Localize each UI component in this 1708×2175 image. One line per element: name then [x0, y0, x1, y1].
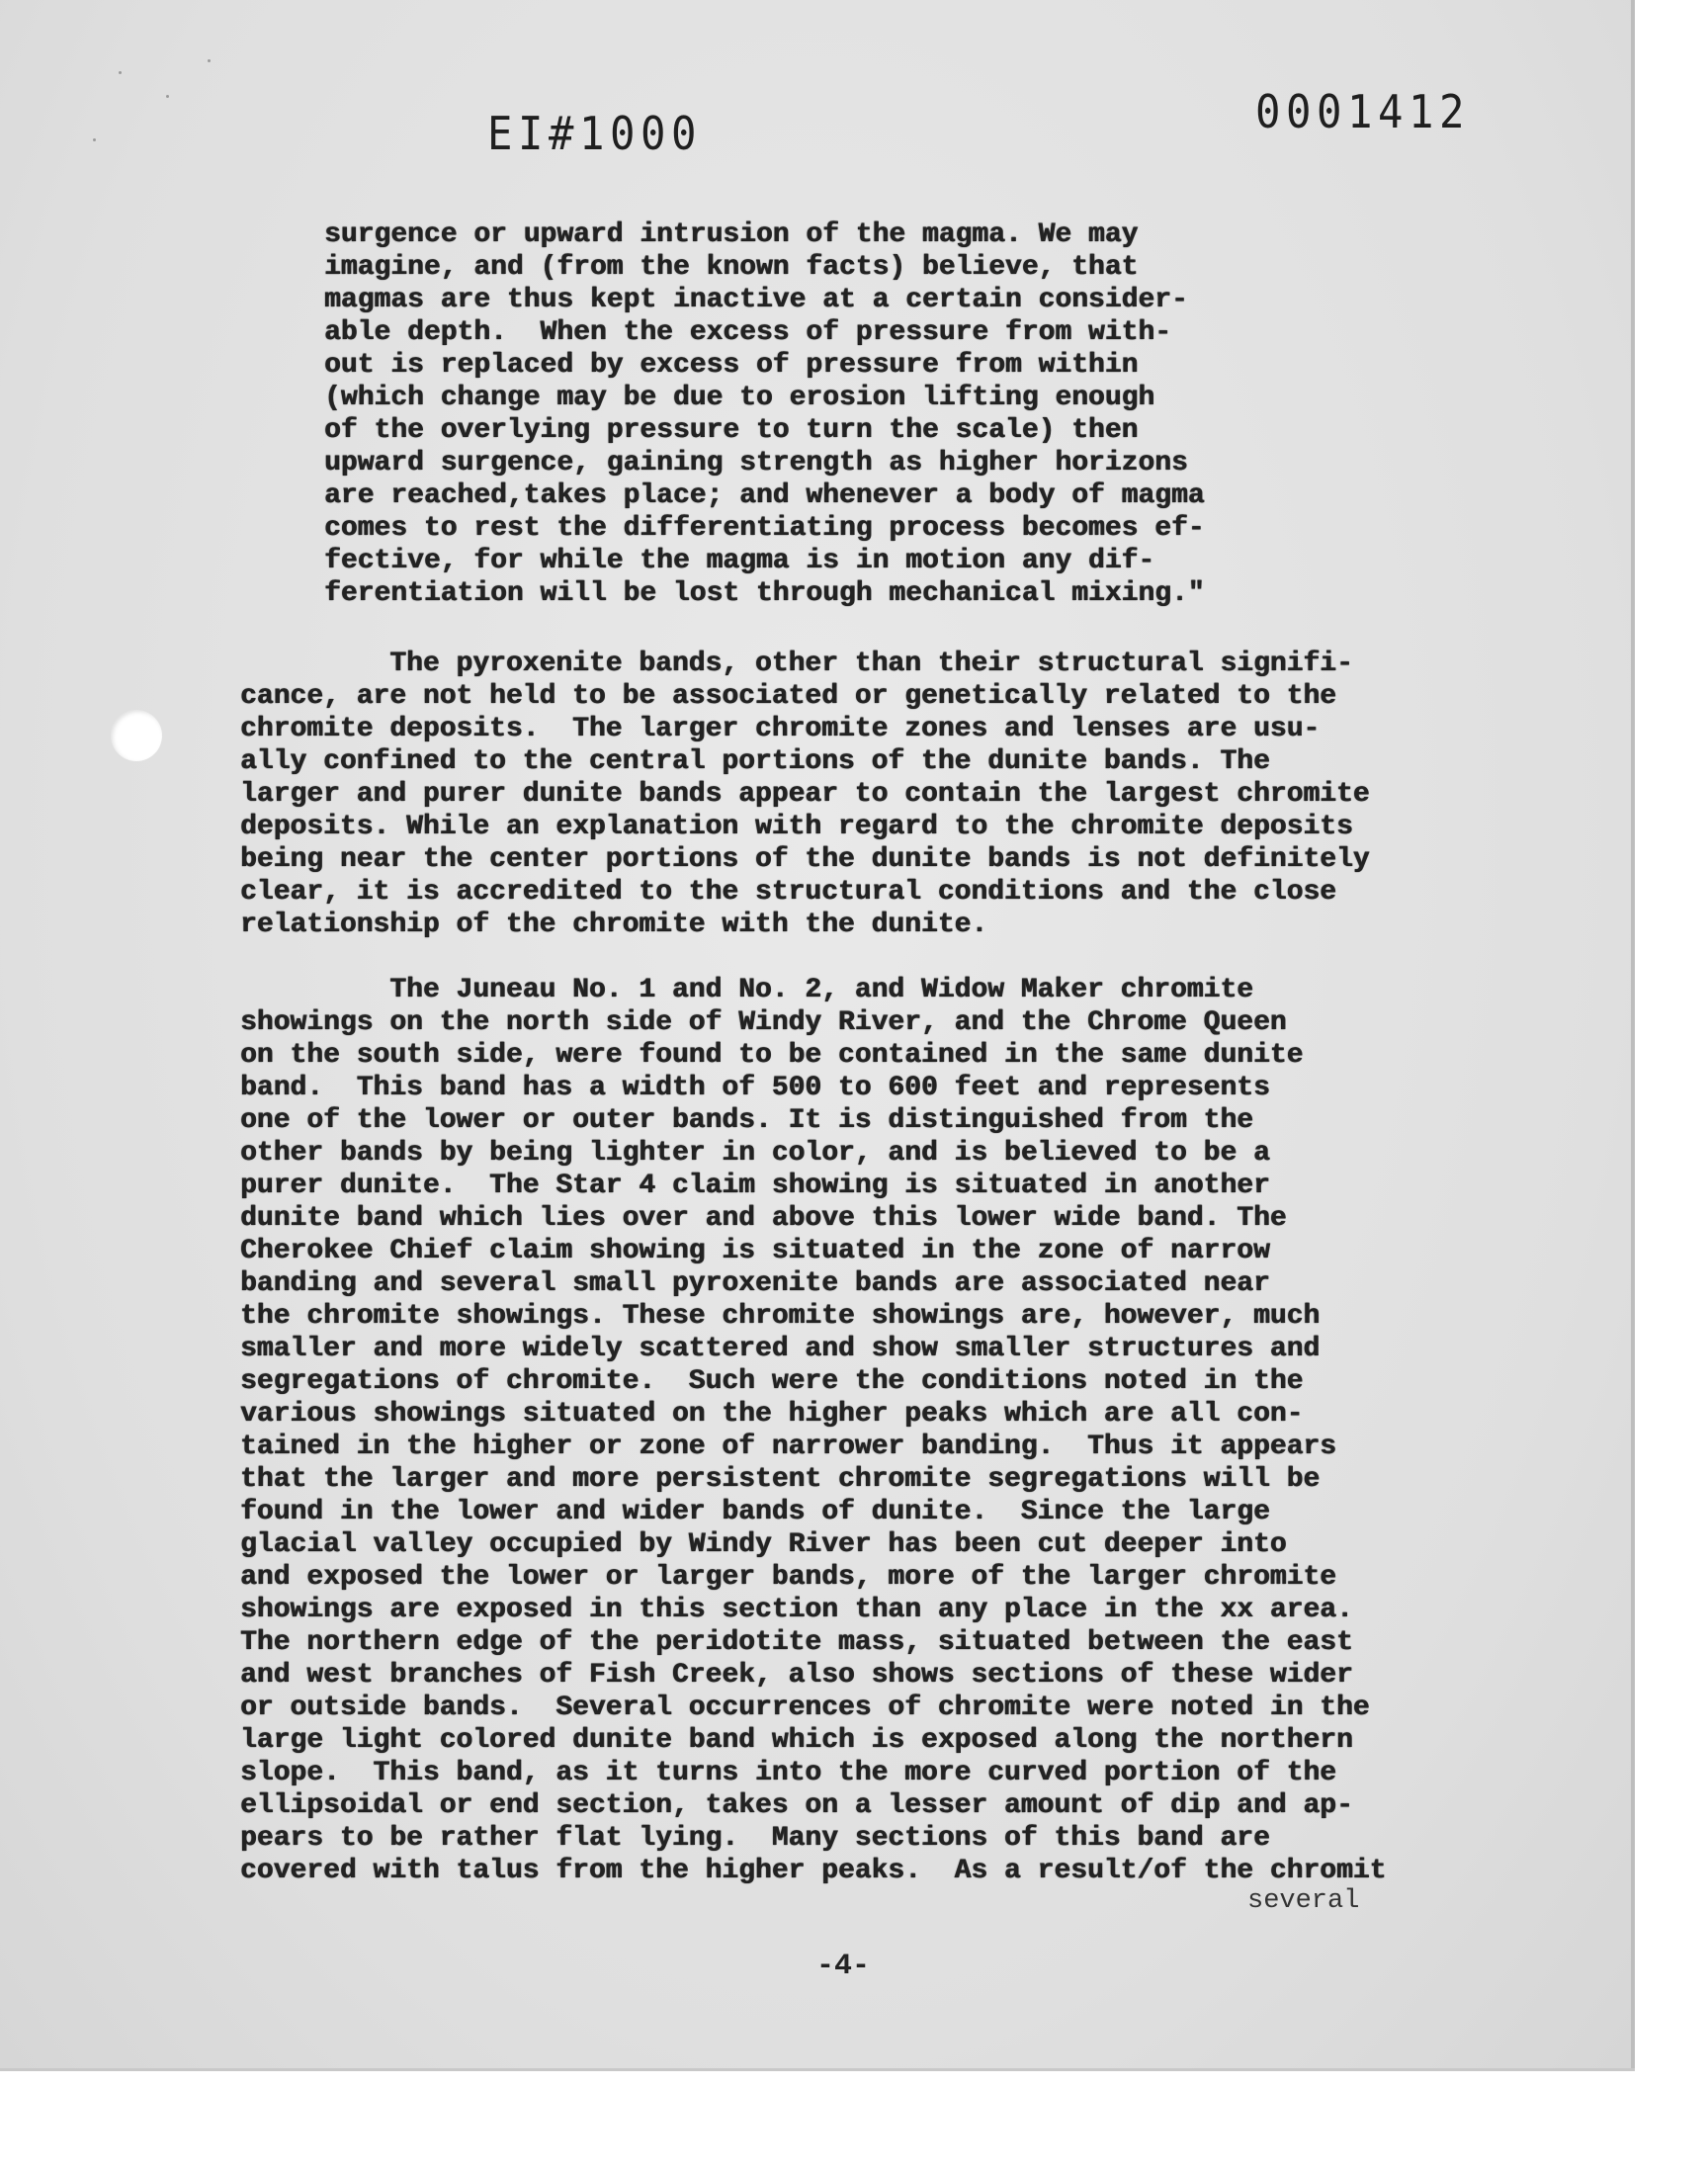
interlinear-insert-note: several [1247, 1886, 1360, 1916]
page-edge-shadow [0, 2068, 1635, 2071]
page-edge-shadow [1631, 0, 1635, 2068]
paper-speck [119, 71, 122, 74]
document-stamp-left: EI#1000 [487, 107, 703, 160]
paragraph-pyroxenite-bands: The pyroxenite bands, other than their structural signifi- cance, are not held to be associated or genetically related to the chromite deposits. The larger chromite zones and lenses are usu- ally confined to the central portions of the dunite bands. The larger and purer dunite bands appear to contain the largest chromite deposits. While an explanation with regard to the chromite deposits being near the center portions of the dunite bands is not definitely clear, it is accredited to the structural conditions and the close relationship of the chromite with the dunite. [240, 649, 1370, 940]
paper-speck [93, 138, 96, 141]
page-number: -4- [816, 1950, 871, 1983]
quoted-passage: surgence or upward intrusion of the magma. We may imagine, and (from the known facts) believe, that magmas are thus kept inactive at a certain consider- able depth. When the excess of pressure from with- out is replaced by excess of pressure from within (which change may be due to erosion lifting enough of the overlying pressure to turn the scale) then upward surgence, gaining strength as higher horizons are reached,takes place; and whenever a body of magma comes to rest the differentiating process becomes ef- fective, for while the magma is in motion any dif- ferentiation will be lost through mechanical mixing." [324, 219, 1205, 609]
paper-speck [166, 95, 169, 98]
paragraph-juneau-showings: The Juneau No. 1 and No. 2, and Widow Maker chromite showings on the north side of Windy River, and the Chrome Queen on the south side, were found to be contained in the same dunite band. This band has a width of 500 to 600 feet and represents one of the lower or outer bands. It is distinguished from the other bands by being lighter in color, and is believed to be a purer dunite. The Star 4 claim showing is situated in another dunite band which lies over and above this lower wide band. The Cherokee Chief claim showing is situated in the zone of narrow banding and several small pyroxenite bands are associated near the chromite showings. These chromite showings are, however, much smaller and more widely scattered and show smaller structures and segregations of chromite. Such were the conditions noted in the various showings situated on the higher peaks which are all con- tained in the higher or zone of narrower banding. Thus it appears that the larger and more persistent chromite segregations will be found in the lower and wider bands of dunite. Since the large glacial valley occupied by Windy River has been cut deeper into and exposed the lower or larger bands, more of the larger chromite showings are exposed in this section than any place in the xx area. The northern edge of the peridotite mass, situated between the east and west branches of Fish Creek, also shows sections of these wider or outside bands. Several occurrences of chromite were noted in the large light colored dunite band which is exposed along the northern slope. This band, as it turns into the more curved portion of the ellipsoidal or end section, takes on a lesser amount of dip and ap- pears to be rather flat lying. Many sections of this band are covered with talus from the higher peaks. As a result/of the chromit [240, 975, 1387, 1886]
document-stamp-right: 0001412 [1255, 85, 1471, 138]
punch-hole [111, 710, 162, 761]
paper-speck [208, 59, 211, 62]
